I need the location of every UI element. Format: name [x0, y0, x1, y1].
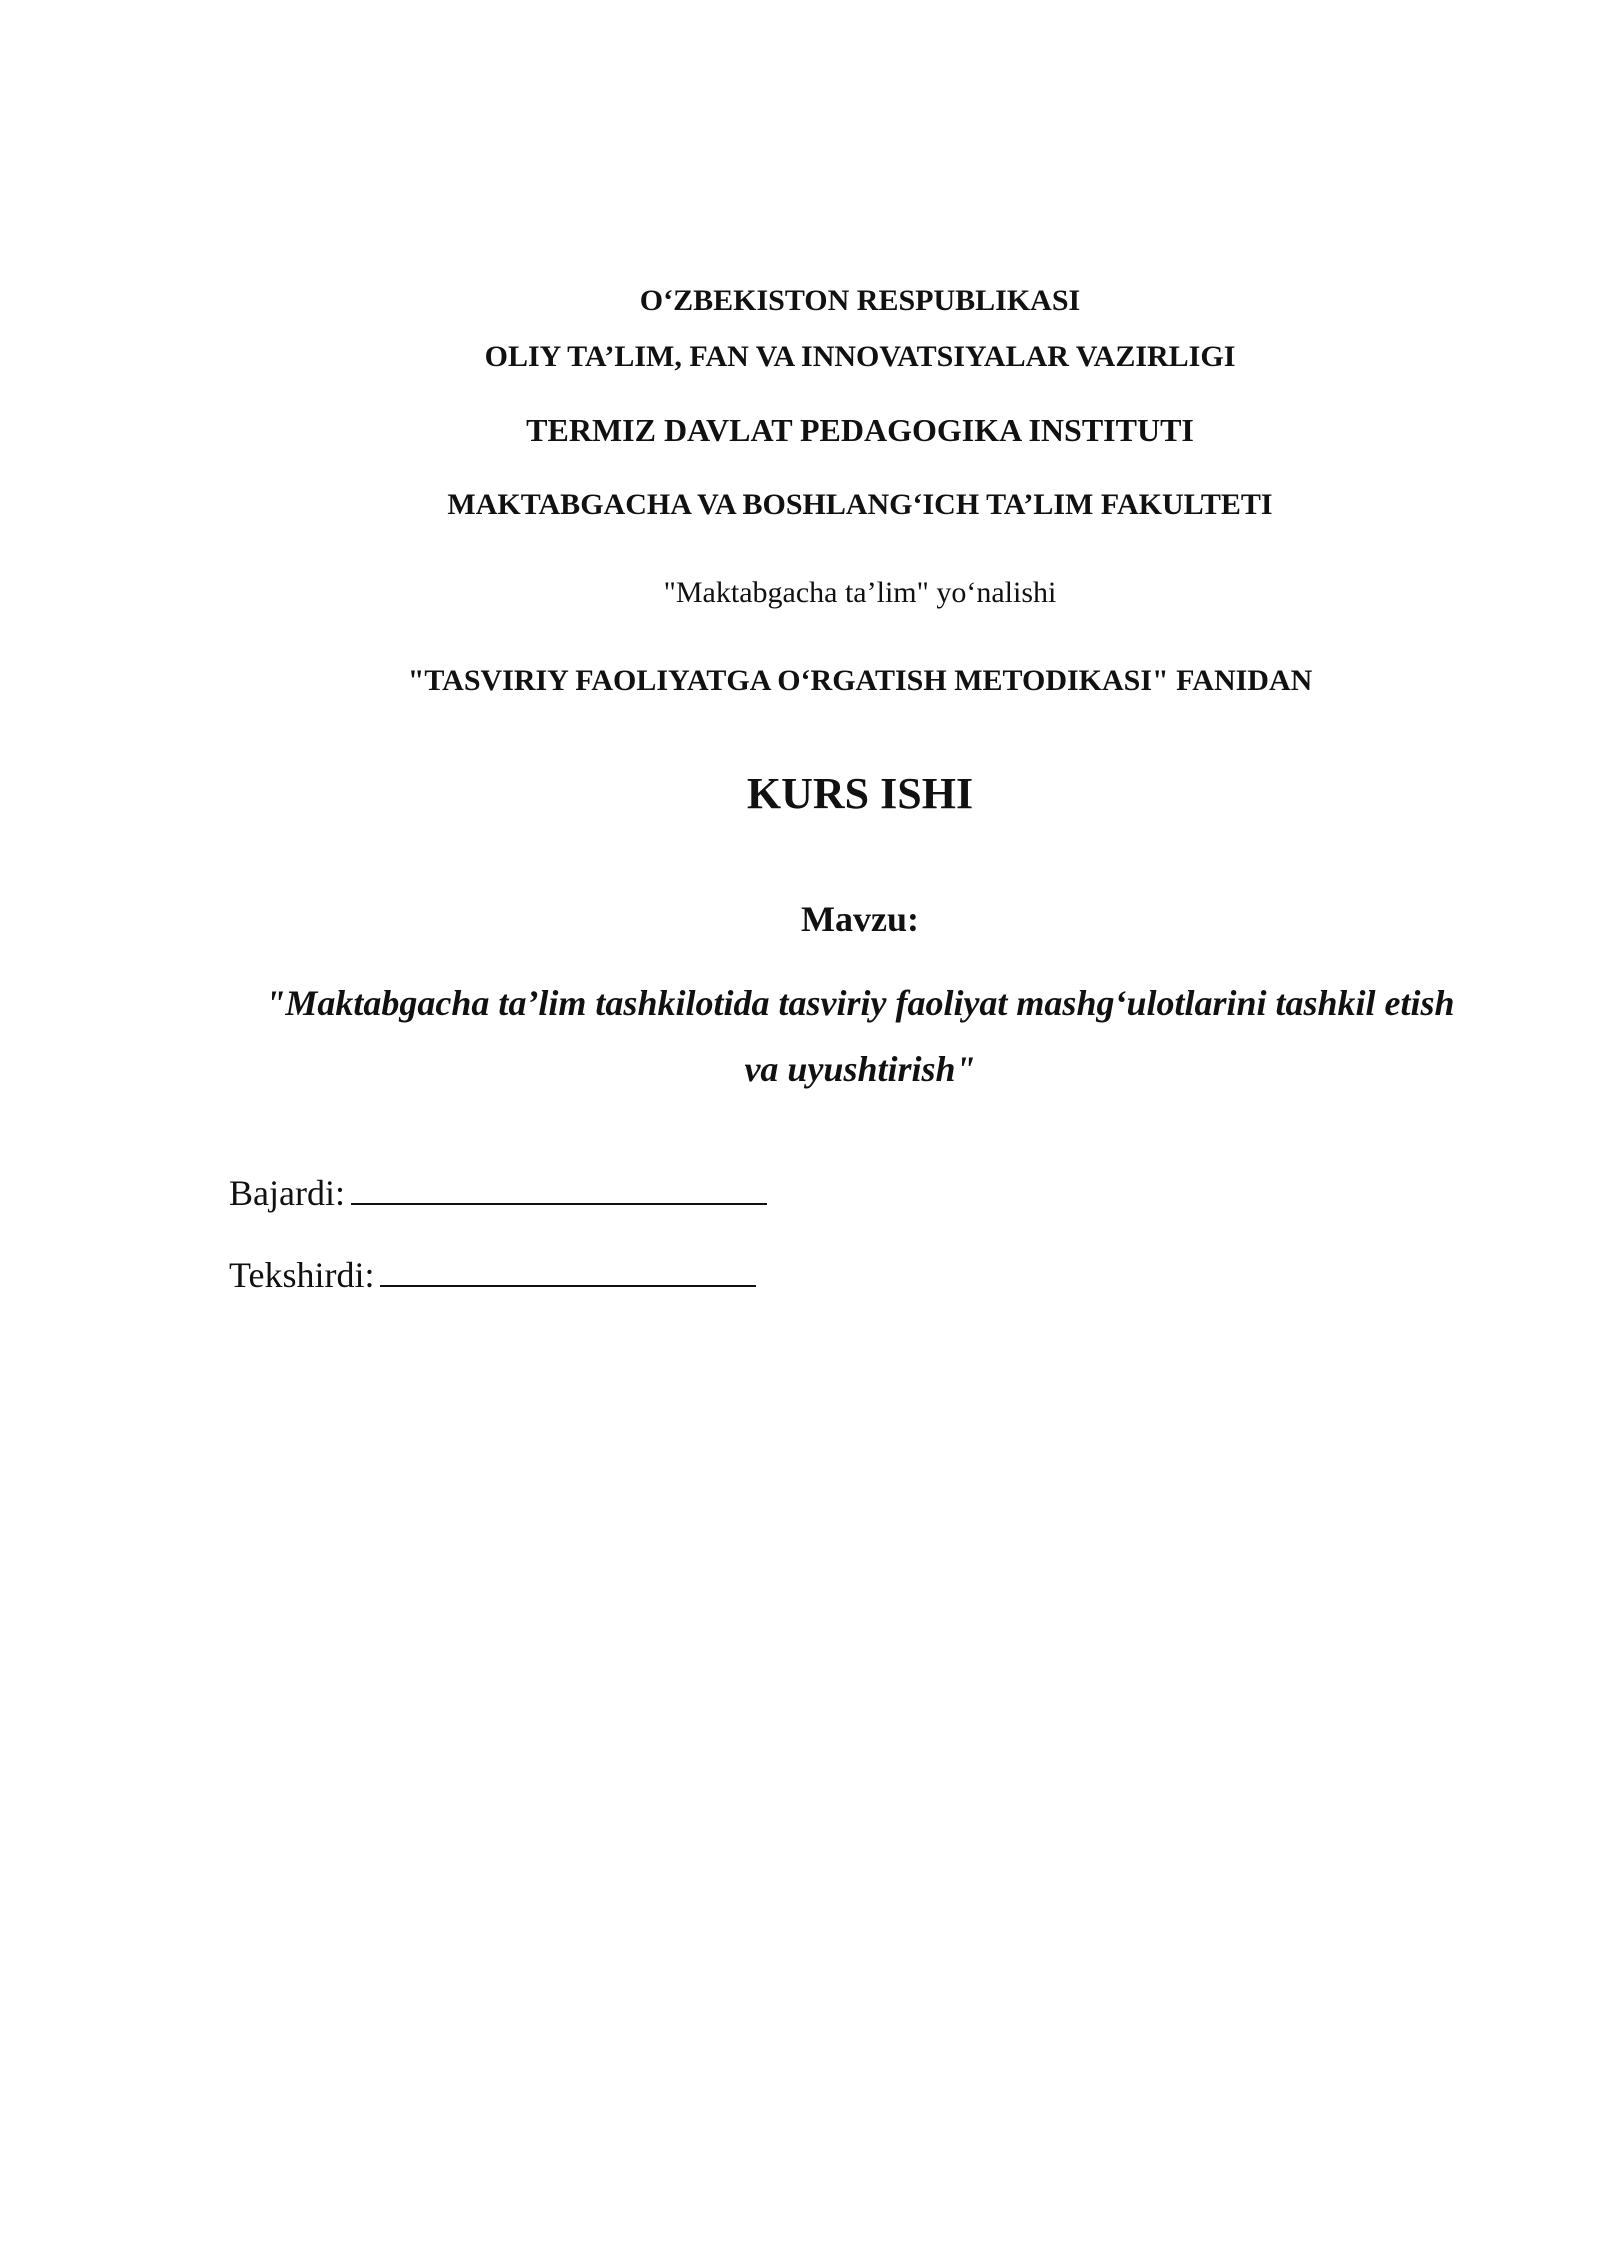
topic-label: Mavzu:: [801, 899, 919, 939]
header-faculty: MAKTABGACHA VA BOSHLANG‘ICH TA’LIM FAKULTETI: [447, 488, 1273, 521]
header-subject: "TASVIRIY FAOLIYATGA O‘RGATISH METODIKASI" FANIDAN: [407, 664, 1313, 697]
header-direction: "Maktabgacha ta’lim" yo‘nalishi: [663, 576, 1057, 609]
document-title: KURS ISHI: [746, 769, 974, 818]
checked-by-row: [229, 1254, 756, 1296]
checked-by-blank-line: [380, 1255, 756, 1287]
performed-by-label: Bajardi:: [229, 1173, 345, 1213]
performed-by-row: [229, 1172, 767, 1214]
header-republic: O‘ZBEKISTON RESPUBLIKASI: [639, 284, 1081, 317]
topic-line-1: "Maktabgacha ta’lim tashkilotida tasviriy faoliyat mashg‘ulotlarini tashkil etish: [265, 983, 1455, 1023]
performed-by-blank-line: [351, 1173, 767, 1205]
header-ministry: OLIY TA’LIM, FAN VA INNOVATSIYALAR VAZIRLIGI: [484, 340, 1236, 373]
header-institute: TERMIZ DAVLAT PEDAGOGIKA INSTITUTI: [526, 412, 1194, 448]
topic-line-2: va uyushtirish": [744, 1049, 976, 1089]
checked-by-label: Tekshirdi:: [229, 1255, 375, 1295]
